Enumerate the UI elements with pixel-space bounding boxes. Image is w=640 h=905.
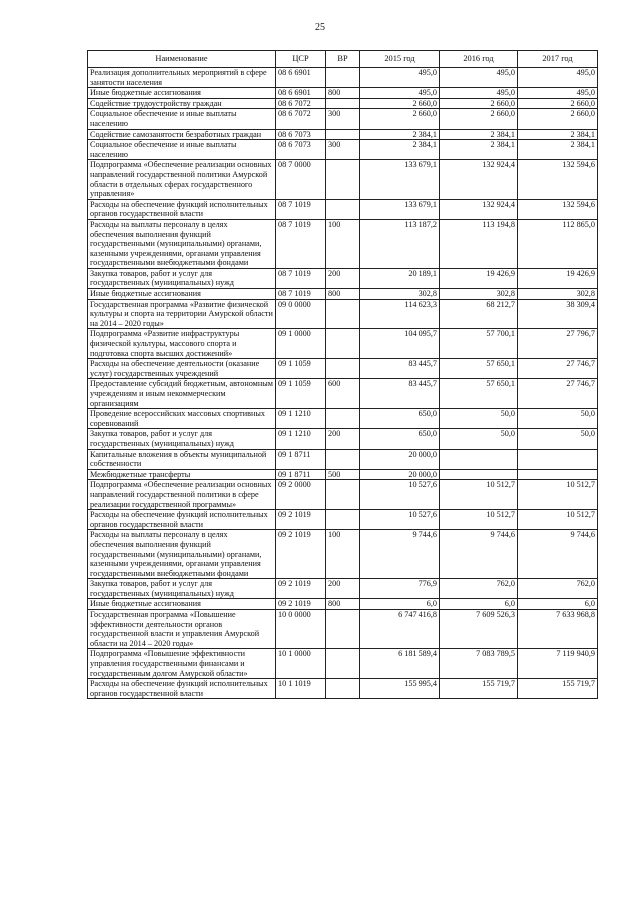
cell-csr: 08 6 6901 (276, 68, 326, 88)
cell-2016: 132 924,4 (440, 199, 518, 219)
cell-2017: 7 633 968,8 (518, 610, 598, 649)
cell-2015: 133 679,1 (360, 160, 440, 199)
cell-2017: 9 744,6 (518, 530, 598, 579)
cell-csr: 08 7 1019 (276, 199, 326, 219)
cell-csr: 08 7 1019 (276, 219, 326, 268)
cell-csr: 08 6 7073 (276, 140, 326, 160)
cell-vr: 200 (326, 268, 360, 288)
cell-csr: 09 2 0000 (276, 480, 326, 510)
table-row (88, 610, 598, 649)
cell-2017: 2 384,1 (518, 140, 598, 160)
cell-2016: 50,0 (440, 409, 518, 429)
cell-name: Иные бюджетные ассигнования (88, 289, 276, 300)
cell-csr: 08 6 6901 (276, 88, 326, 99)
table-row (88, 68, 598, 88)
table-row (88, 199, 598, 219)
cell-2017: 50,0 (518, 429, 598, 449)
cell-name: Расходы на обеспечение функций исполнительных органов государственной власти (88, 679, 276, 699)
cell-2016: 155 719,7 (440, 679, 518, 699)
cell-2016: 132 924,4 (440, 160, 518, 199)
cell-2015: 20 189,1 (360, 268, 440, 288)
cell-csr: 09 1 8711 (276, 469, 326, 480)
cell-vr: 200 (326, 429, 360, 449)
cell-csr: 08 7 0000 (276, 160, 326, 199)
cell-vr: 500 (326, 469, 360, 480)
cell-vr (326, 129, 360, 140)
cell-2016: 113 194,8 (440, 219, 518, 268)
cell-csr: 08 7 1019 (276, 289, 326, 300)
cell-2016: 2 660,0 (440, 98, 518, 109)
cell-2017: 38 309,4 (518, 299, 598, 329)
table-row (88, 140, 598, 160)
cell-vr (326, 160, 360, 199)
table-row (88, 409, 598, 429)
cell-vr (326, 649, 360, 679)
cell-csr: 09 2 1019 (276, 530, 326, 579)
table-row (88, 429, 598, 449)
cell-name: Закупка товаров, работ и услуг для государственных (муниципальных) нужд (88, 579, 276, 599)
cell-name: Межбюджетные трансферты (88, 469, 276, 480)
cell-csr: 09 2 1019 (276, 579, 326, 599)
header-2016: 2016 год (440, 51, 518, 68)
cell-2017: 132 594,6 (518, 160, 598, 199)
table-row (88, 469, 598, 480)
cell-csr: 10 1 0000 (276, 649, 326, 679)
table-row (88, 379, 598, 409)
cell-vr (326, 98, 360, 109)
table-row (88, 129, 598, 140)
cell-name: Реализация дополнительных мероприятий в сфере занятости населения (88, 68, 276, 88)
table-row (88, 649, 598, 679)
cell-2015: 2 660,0 (360, 98, 440, 109)
cell-2016: 2 660,0 (440, 109, 518, 129)
cell-csr: 08 6 7072 (276, 109, 326, 129)
cell-2017: 112 865,0 (518, 219, 598, 268)
cell-2017: 10 512,7 (518, 480, 598, 510)
cell-2016: 6,0 (440, 599, 518, 610)
table-row (88, 359, 598, 379)
cell-2017: 132 594,6 (518, 199, 598, 219)
cell-2016: 50,0 (440, 429, 518, 449)
table-row (88, 599, 598, 610)
cell-2017: 2 660,0 (518, 109, 598, 129)
cell-vr: 300 (326, 109, 360, 129)
table-row (88, 160, 598, 199)
cell-2016 (440, 469, 518, 480)
cell-vr: 600 (326, 379, 360, 409)
table-row (88, 109, 598, 129)
cell-2015: 155 995,4 (360, 679, 440, 699)
cell-csr: 09 0 0000 (276, 299, 326, 329)
cell-csr: 09 1 0000 (276, 329, 326, 359)
cell-2017: 50,0 (518, 409, 598, 429)
cell-2015: 6 181 589,4 (360, 649, 440, 679)
cell-vr: 100 (326, 530, 360, 579)
cell-2017: 302,8 (518, 289, 598, 300)
cell-vr (326, 68, 360, 88)
cell-2017: 27 796,7 (518, 329, 598, 359)
table-row (88, 579, 598, 599)
table-row (88, 88, 598, 99)
cell-name: Расходы на обеспечение функций исполнительных органов государственной власти (88, 199, 276, 219)
cell-2016: 57 650,1 (440, 379, 518, 409)
cell-2015: 114 623,3 (360, 299, 440, 329)
cell-2015: 495,0 (360, 88, 440, 99)
table-row (88, 329, 598, 359)
cell-name: Капитальные вложения в объекты муниципальной собственности (88, 449, 276, 469)
cell-2015: 10 527,6 (360, 480, 440, 510)
cell-2015: 302,8 (360, 289, 440, 300)
table-row (88, 98, 598, 109)
cell-csr: 09 2 1019 (276, 599, 326, 610)
cell-name: Подпрограмма «Повышение эффективности управления государственными финансами и государственным долгом Амурской области» (88, 649, 276, 679)
cell-csr: 09 1 1210 (276, 409, 326, 429)
table-row (88, 449, 598, 469)
cell-2017: 6,0 (518, 599, 598, 610)
table-row (88, 289, 598, 300)
cell-2017: 495,0 (518, 88, 598, 99)
cell-2017: 27 746,7 (518, 379, 598, 409)
cell-csr: 08 6 7072 (276, 98, 326, 109)
cell-name: Подпрограмма «Развитие инфраструктуры физической культуры, массового спорта и подготовка спорта высших достижений» (88, 329, 276, 359)
cell-2016: 9 744,6 (440, 530, 518, 579)
cell-2016 (440, 449, 518, 469)
table-row (88, 268, 598, 288)
cell-2015: 20 000,0 (360, 469, 440, 480)
cell-2016: 10 512,7 (440, 480, 518, 510)
cell-vr (326, 679, 360, 699)
cell-csr: 10 1 1019 (276, 679, 326, 699)
table-row (88, 219, 598, 268)
cell-vr (326, 480, 360, 510)
cell-name: Иные бюджетные ассигнования (88, 599, 276, 610)
cell-2016: 19 426,9 (440, 268, 518, 288)
cell-2017: 2 660,0 (518, 98, 598, 109)
cell-2017: 2 384,1 (518, 129, 598, 140)
cell-vr (326, 199, 360, 219)
cell-2015: 10 527,6 (360, 510, 440, 530)
cell-2017: 27 746,7 (518, 359, 598, 379)
cell-csr: 09 1 1210 (276, 429, 326, 449)
cell-2015: 6,0 (360, 599, 440, 610)
cell-2015: 2 384,1 (360, 140, 440, 160)
cell-2017 (518, 469, 598, 480)
cell-2016: 68 212,7 (440, 299, 518, 329)
cell-2016: 57 650,1 (440, 359, 518, 379)
cell-2017: 19 426,9 (518, 268, 598, 288)
cell-2016: 7 083 789,5 (440, 649, 518, 679)
cell-2015: 776,9 (360, 579, 440, 599)
cell-vr (326, 409, 360, 429)
cell-csr: 09 1 8711 (276, 449, 326, 469)
cell-name: Предоставление субсидий бюджетным, автономным учреждениям и иным некоммерческим организациям (88, 379, 276, 409)
cell-2017: 762,0 (518, 579, 598, 599)
budget-table (87, 50, 598, 699)
cell-vr (326, 329, 360, 359)
cell-2015: 20 000,0 (360, 449, 440, 469)
cell-vr: 800 (326, 599, 360, 610)
cell-2016: 495,0 (440, 68, 518, 88)
cell-vr (326, 299, 360, 329)
cell-2015: 83 445,7 (360, 379, 440, 409)
cell-name: Иные бюджетные ассигнования (88, 88, 276, 99)
cell-name: Содействие самозанятости безработных граждан (88, 129, 276, 140)
cell-2015: 495,0 (360, 68, 440, 88)
cell-2017: 7 119 940,9 (518, 649, 598, 679)
cell-name: Содействие трудоустройству граждан (88, 98, 276, 109)
cell-2016: 2 384,1 (440, 129, 518, 140)
cell-2015: 650,0 (360, 409, 440, 429)
header-2017: 2017 год (518, 51, 598, 68)
table-row (88, 530, 598, 579)
cell-vr (326, 359, 360, 379)
cell-name: Расходы на обеспечение деятельности (оказание услуг) государственных учреждений (88, 359, 276, 379)
cell-name: Закупка товаров, работ и услуг для государственных (муниципальных) нужд (88, 268, 276, 288)
cell-name: Расходы на выплаты персоналу в целях обеспечения выполнения функций государственными (муниципальными) органами, казенными учреждениями, органами управления государственными внебюджетными фондами (88, 219, 276, 268)
cell-2015: 9 744,6 (360, 530, 440, 579)
cell-name: Подпрограмма «Обеспечение реализации основных направлений государственной политики в сфере реализации государственной программы» (88, 480, 276, 510)
table-header-row (88, 51, 598, 68)
cell-name: Государственная программа «Развитие физической культуры и спорта на территории Амурской области на 2014 – 2020 годы» (88, 299, 276, 329)
header-csr: ЦСР (276, 51, 326, 68)
cell-2017: 155 719,7 (518, 679, 598, 699)
header-2015: 2015 год (360, 51, 440, 68)
cell-2017: 495,0 (518, 68, 598, 88)
cell-name: Социальное обеспечение и иные выплаты населению (88, 109, 276, 129)
cell-vr: 300 (326, 140, 360, 160)
cell-2016: 302,8 (440, 289, 518, 300)
cell-2016: 2 384,1 (440, 140, 518, 160)
cell-vr (326, 449, 360, 469)
cell-name: Расходы на обеспечение функций исполнительных органов государственной власти (88, 510, 276, 530)
cell-name: Закупка товаров, работ и услуг для государственных (муниципальных) нужд (88, 429, 276, 449)
cell-vr (326, 510, 360, 530)
cell-csr: 09 2 1019 (276, 510, 326, 530)
cell-2015: 113 187,2 (360, 219, 440, 268)
table-row (88, 480, 598, 510)
cell-2016: 7 609 526,3 (440, 610, 518, 649)
cell-csr: 10 0 0000 (276, 610, 326, 649)
cell-csr: 09 1 1059 (276, 379, 326, 409)
cell-csr: 08 7 1019 (276, 268, 326, 288)
cell-name: Государственная программа «Повышение эффективности деятельности органов государственной власти и управления Амурской области на 2014 – 2020 годы» (88, 610, 276, 649)
cell-2017 (518, 449, 598, 469)
header-vr: ВР (326, 51, 360, 68)
cell-vr (326, 610, 360, 649)
cell-vr: 100 (326, 219, 360, 268)
cell-vr: 800 (326, 289, 360, 300)
cell-2015: 133 679,1 (360, 199, 440, 219)
cell-2015: 6 747 416,8 (360, 610, 440, 649)
table-body (88, 68, 598, 699)
header-name: Наименование (88, 51, 276, 68)
cell-2015: 2 384,1 (360, 129, 440, 140)
cell-2017: 10 512,7 (518, 510, 598, 530)
page-number: 25 (315, 22, 325, 33)
cell-name: Проведение всероссийских массовых спортивных соревнований (88, 409, 276, 429)
cell-2016: 10 512,7 (440, 510, 518, 530)
cell-csr: 09 1 1059 (276, 359, 326, 379)
cell-2016: 495,0 (440, 88, 518, 99)
cell-vr: 800 (326, 88, 360, 99)
cell-2015: 650,0 (360, 429, 440, 449)
table-row (88, 299, 598, 329)
cell-vr: 200 (326, 579, 360, 599)
cell-name: Подпрограмма «Обеспечение реализации основных направлений государственной политики Амурской области в отдельных сферах государственного управления» (88, 160, 276, 199)
cell-2015: 104 095,7 (360, 329, 440, 359)
cell-name: Социальное обеспечение и иные выплаты населению (88, 140, 276, 160)
cell-2015: 2 660,0 (360, 109, 440, 129)
cell-2016: 762,0 (440, 579, 518, 599)
table-row (88, 510, 598, 530)
cell-2016: 57 700,1 (440, 329, 518, 359)
table-row (88, 679, 598, 699)
cell-2015: 83 445,7 (360, 359, 440, 379)
cell-name: Расходы на выплаты персоналу в целях обеспечения выполнения функций государственными (муниципальными) органами, казенными учреждениями, органами управления государственными внебюджетными фондами (88, 530, 276, 579)
cell-csr: 08 6 7073 (276, 129, 326, 140)
